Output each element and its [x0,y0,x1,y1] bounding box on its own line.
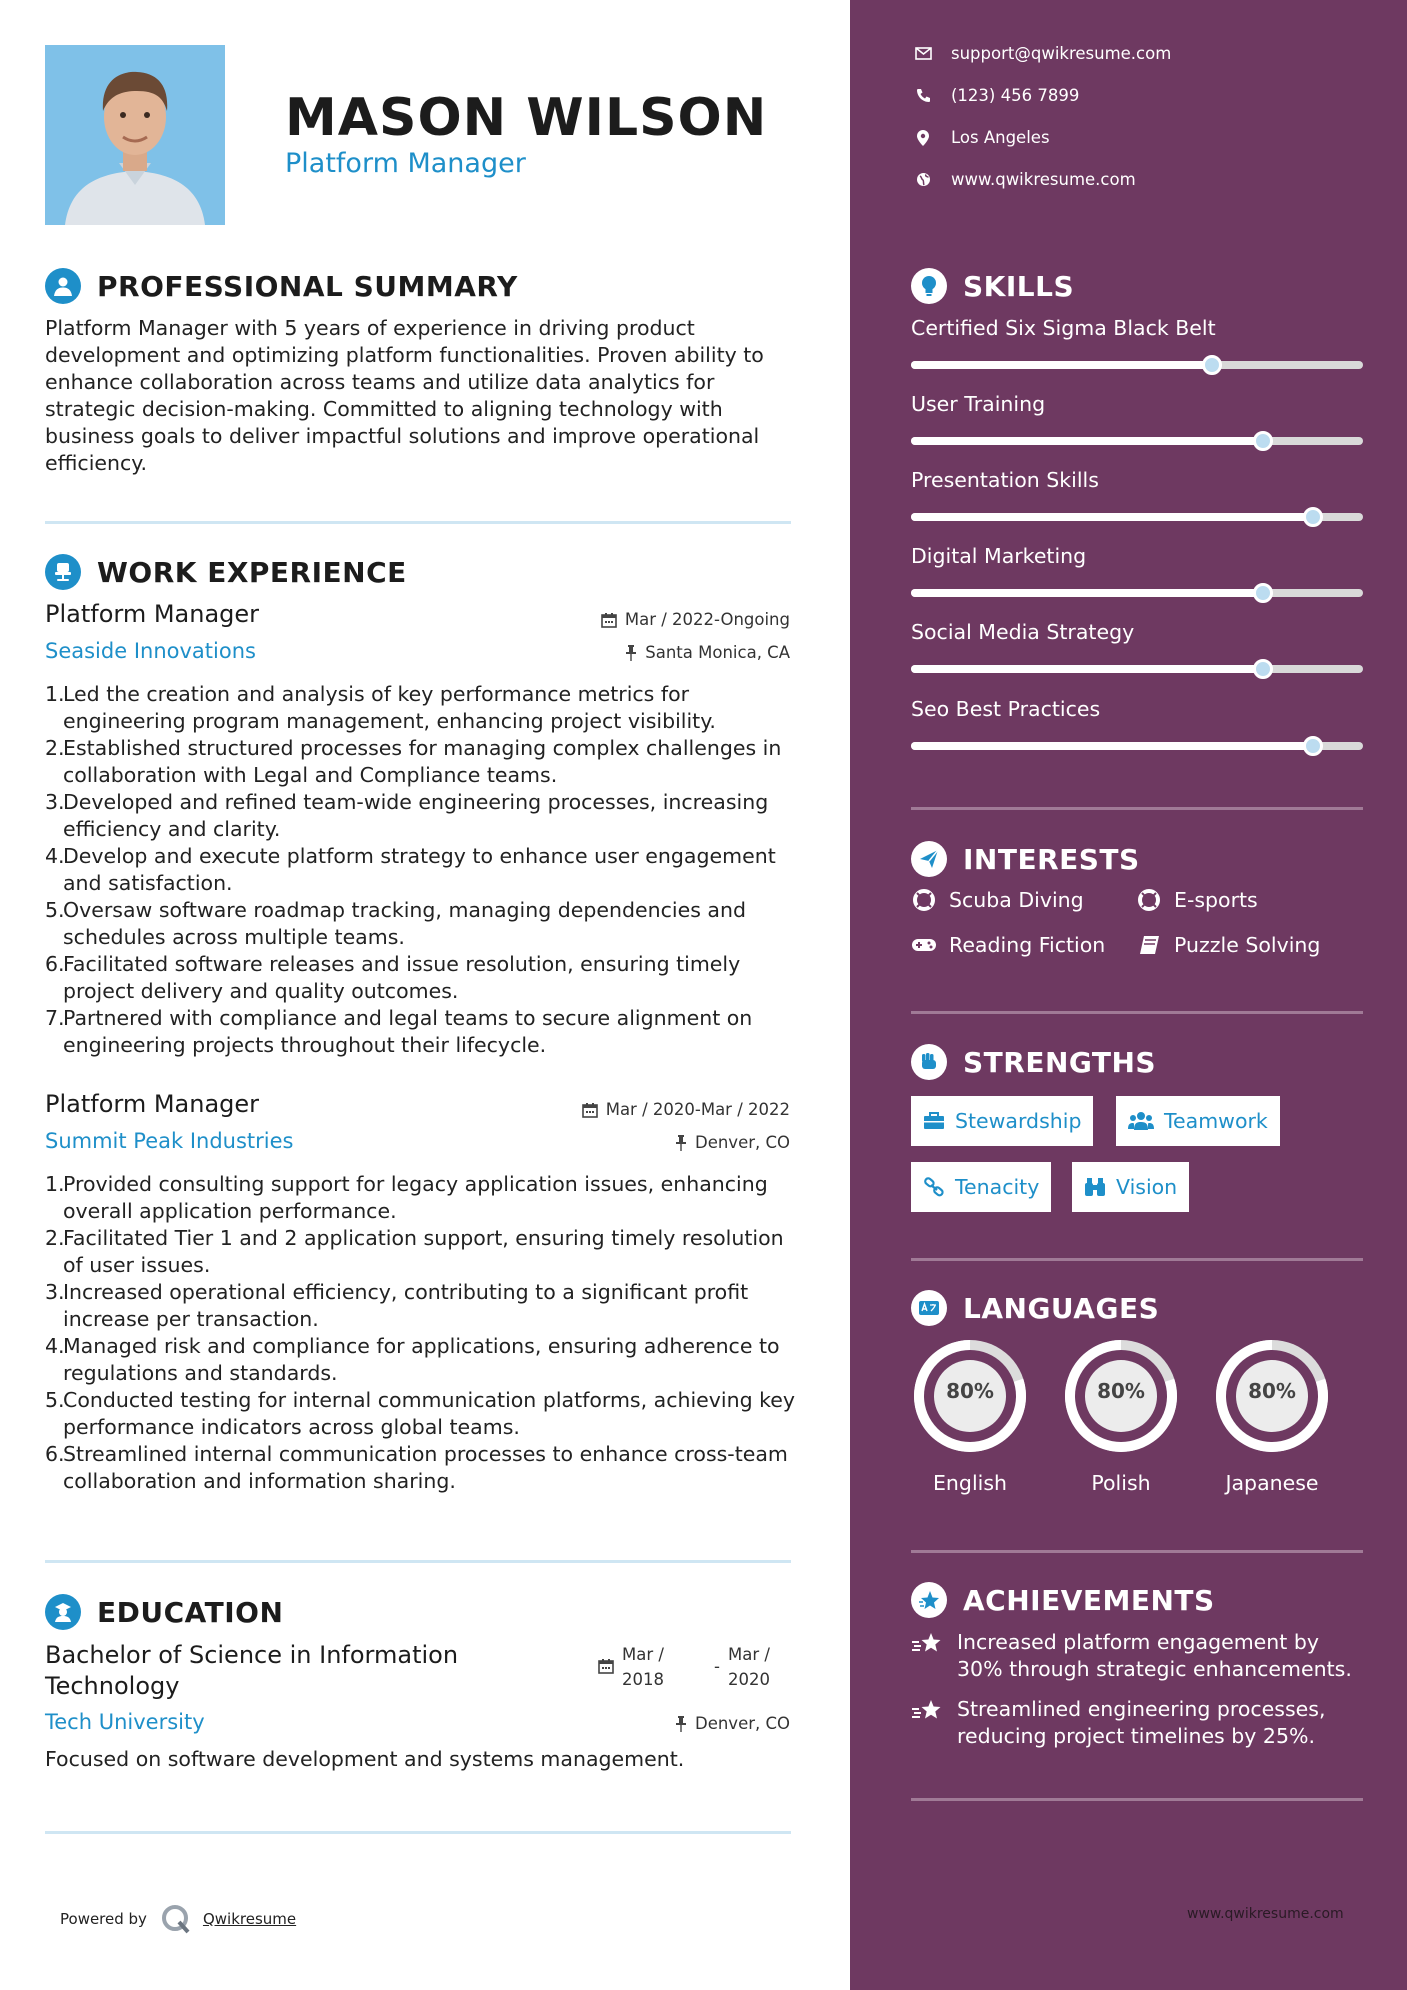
strength-tag: Stewardship [911,1096,1093,1146]
school-location: Denver, CO [675,1714,790,1733]
skill-bar [911,437,1363,445]
list-item: 1. Provided consulting support for legacy application issues, enhancing overall application performance. [45,1172,768,1223]
interest-item: Scuba Diving [911,888,1084,912]
strength-tag: Teamwork [1116,1096,1280,1146]
list-item: 5. Conducted testing for internal communication platforms, achieving key performance indicators across global teams. [45,1388,796,1439]
calendar-icon [601,612,617,628]
languages-heading: LANGUAGES [911,1290,1159,1326]
skill-fill [911,513,1313,521]
language-item [1211,1335,1333,1495]
star-icon [911,1582,947,1618]
skill-name: Social Media Strategy [911,620,1135,644]
job-company: Summit Peak Industries [45,1129,294,1153]
graduate-icon [45,1594,81,1630]
job-bullets [45,681,805,1059]
skill-bar [911,513,1363,521]
pin-icon [675,1716,687,1732]
interest-item: E-sports [1136,888,1258,912]
skill-fill [911,361,1212,369]
skill-bar [911,742,1363,750]
divider [911,1550,1363,1553]
list-item: 1. Led the creation and analysis of key performance metrics for engineering program management, enhancing project visibility. [45,682,716,733]
summary-heading: PROFESSIONAL SUMMARY [45,268,518,304]
skill-name: Presentation Skills [911,468,1099,492]
job-title: Platform Manager [45,1090,260,1118]
skill-name: Seo Best Practices [911,697,1101,721]
list-item: 4. Managed risk and compliance for applications, ensuring adherence to regulations and standards. [45,1334,780,1385]
skill-knob [1303,507,1323,527]
list-item: 3. Developed and refined team-wide engineering processes, increasing efficiency and clarity. [45,790,769,841]
strengths-heading: STRENGTHS [911,1044,1156,1080]
link-icon [923,1176,945,1198]
skill-fill [911,589,1263,597]
list-item: 6. Facilitated software releases and issue resolution, ensuring timely project delivery and quality outcomes. [45,952,741,1003]
achievement-item: Streamlined engineering processes, reducing project timelines by 25%. [911,1696,1371,1750]
profile-photo [45,45,225,225]
contact-website: www.qwikresume.com [911,170,1136,189]
skill-bar [911,665,1363,673]
powered-by: Powered by Qwikresume [60,1904,296,1934]
contact-email: support@qwikresume.com [911,44,1171,63]
skill-knob [1253,583,1273,603]
translate-icon [911,1290,947,1326]
globe-icon [911,172,935,187]
divider [911,807,1363,810]
paper-plane-icon [911,841,947,877]
sidebar [850,0,1407,1990]
skill-bar [911,361,1363,369]
achievements-heading: ACHIEVEMENTS [911,1582,1215,1618]
candidate-name: MASON WILSON [285,88,768,148]
list-item: 3. Increased operational efficiency, contributing to a significant profit increase per transaction. [45,1280,749,1331]
job-dates: Mar / 2020-Mar / 2022 [582,1100,790,1119]
strength-tag: Tenacity [911,1162,1051,1212]
lifebuoy-icon [1136,889,1162,911]
pin-icon [675,1135,687,1151]
language-name: English [932,1471,1008,1495]
skill-fill [911,665,1263,673]
job-dates: Mar / 2022-Ongoing [601,610,790,629]
divider [45,1831,791,1834]
lightbulb-icon [911,268,947,304]
job-location: Denver, CO [675,1133,790,1152]
list-item: 2. Facilitated Tier 1 and 2 application support, ensuring timely resolution of user issues. [45,1226,784,1277]
gamepad-icon [911,937,937,953]
binoculars-icon [1084,1177,1106,1197]
calendar-icon [582,1102,598,1118]
job-company: Seaside Innovations [45,639,256,663]
language-item [1060,1335,1182,1495]
users-icon [1128,1111,1154,1131]
book-icon [1136,935,1162,955]
skill-fill [911,437,1263,445]
start-date: Mar / 2018 [622,1645,664,1689]
skill-name: Digital Marketing [911,544,1087,568]
footer-url: www.qwikresume.com [1187,1906,1344,1922]
job-title: Platform Manager [45,600,260,628]
qwikresume-logo-icon [161,1904,191,1934]
experience-heading: WORK EXPERIENCE [45,554,407,590]
skill-name: User Training [911,392,1046,416]
skill-knob [1303,736,1323,756]
skill-fill [911,742,1313,750]
divider [45,1560,791,1563]
divider [45,521,791,524]
language-percent: 80% [1097,1379,1145,1403]
chair-icon [45,554,81,590]
envelope-icon [911,47,935,60]
interests-heading: INTERESTS [911,841,1140,877]
shooting-star-icon [911,1631,943,1657]
shooting-star-icon [911,1698,943,1724]
skills-heading: SKILLS [911,268,1074,304]
education-description: Focused on software development and systems management. [45,1747,685,1771]
skill-knob [1253,431,1273,451]
list-item: 2. Established structured processes for managing complex challenges in collaboration with Legal and Compliance teams. [45,736,782,787]
education-heading: EDUCATION [45,1594,283,1630]
summary-text: Platform Manager with 5 years of experience in driving product development and optimizing platform functionalities. Proven ability to enhance collaboration across teams and utilize data analytics for strategic decision-making. Committed to aligning technology with business goals to deliver impactful solutions and improve operational efficiency. [45,316,764,475]
job-location: Santa Monica, CA [625,643,790,662]
briefcase-icon [923,1112,945,1130]
skill-name: Certified Six Sigma Black Belt [911,316,1216,340]
calendar-icon [598,1658,614,1674]
date-dash: - [714,1657,720,1676]
skill-knob [1253,659,1273,679]
qwikresume-link[interactable]: Qwikresume [202,1910,297,1928]
user-icon [45,268,81,304]
fist-icon [911,1044,947,1080]
list-item: 7. Partnered with compliance and legal teams to secure alignment on engineering projects throughout their lifecycle. [45,1006,753,1057]
education-dates [598,1642,820,1692]
skill-bar [911,589,1363,597]
phone-icon [911,88,935,103]
end-date: Mar / 2020 [728,1645,770,1689]
contact-location: Los Angeles [911,128,1050,147]
language-name: Japanese [1225,1471,1319,1495]
list-item: 5. Oversaw software roadmap tracking, managing dependencies and schedules across multiple teams. [45,898,746,949]
job-bullets [45,1171,805,1495]
achievement-item: Increased platform engagement by 30% through strategic enhancements. [911,1629,1371,1683]
lifebuoy-icon [911,889,937,911]
list-item: 4. Develop and execute platform strategy to enhance user engagement and satisfaction. [45,844,776,895]
language-item [909,1335,1031,1495]
skill-knob [1202,355,1222,375]
strength-tag: Vision [1072,1162,1189,1212]
interest-item: Puzzle Solving [1136,933,1320,957]
candidate-title: Platform Manager [285,148,526,179]
divider [911,1798,1363,1801]
language-name: Polish [1091,1471,1151,1495]
contact-phone: (123) 456 7899 [911,86,1079,105]
school-name: Tech University [45,1710,205,1734]
language-percent: 80% [1248,1379,1296,1403]
pin-icon [625,645,637,661]
interest-item: Reading Fiction [911,933,1105,957]
degree-title: Bachelor of Science in Information Technology [45,1641,459,1700]
list-item: 6. Streamlined internal communication processes to enhance cross-team collaboration and information sharing. [45,1442,788,1493]
language-percent: 80% [946,1379,994,1403]
location-icon [911,130,935,146]
divider [911,1011,1363,1014]
divider [911,1258,1363,1261]
